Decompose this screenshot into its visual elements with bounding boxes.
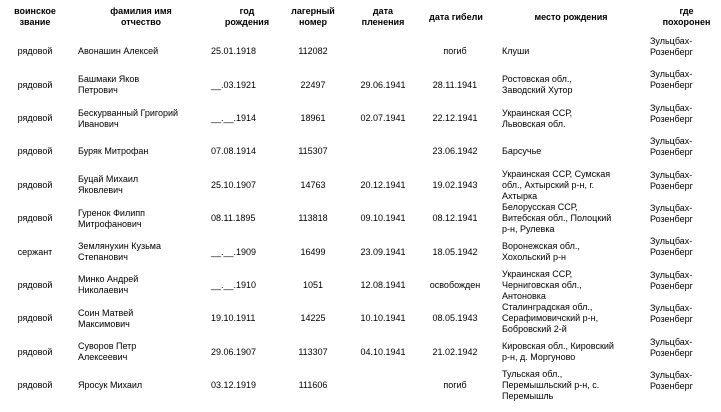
rank-cell: рядовой xyxy=(17,46,53,56)
death-date-cell: 28.11.1941 xyxy=(432,80,478,90)
burial-place-cell: Зульцбах- Розенберг xyxy=(650,270,693,291)
capture-date-cell: 02.07.1941 xyxy=(360,113,406,123)
birthplace-cell: Кировская обл., Кировский р-н, д. Моргуново xyxy=(502,341,614,362)
birthplace-cell: Тульская обл., Перемышльский р-н, с. Перемышль xyxy=(502,369,600,401)
birth-date-cell: __.__.1909 xyxy=(211,247,257,257)
birthplace-cell: Украинская ССР, Сумская обл., Ахтырский р-н, г. Ахтырка xyxy=(502,169,611,201)
rank-cell: рядовой xyxy=(17,313,53,323)
header-birthplace: место рождения xyxy=(534,12,608,22)
birth-date-cell: 19.10.1911 xyxy=(211,313,256,323)
header-full-name: фамилия имя отчество xyxy=(110,6,172,27)
capture-date-cell: 29.06.1941 xyxy=(360,80,406,90)
camp-number-cell: 1051 xyxy=(302,280,324,290)
rank-cell: рядовой xyxy=(17,280,53,290)
capture-date-cell: 20.12.1941 xyxy=(360,180,406,190)
full-name-cell: Землянухин Кузьма Степанович xyxy=(78,241,161,262)
rank-cell: рядовой xyxy=(17,213,53,223)
death-date-cell: 21.02.1942 xyxy=(432,347,478,357)
camp-number-cell: 112082 xyxy=(298,46,328,56)
birth-date-cell: 03.12.1919 xyxy=(211,380,257,390)
birthplace-cell: Украинская ССР, Львовская обл. xyxy=(502,108,573,129)
capture-date-cell: 04.10.1941 xyxy=(360,347,406,357)
full-name-cell: Минко Андрей Николаевич xyxy=(78,274,139,295)
header-capture-date: дата пленения xyxy=(361,6,405,27)
burial-place-cell: Зульцбах- Розенберг xyxy=(650,103,693,124)
header-camp-number: лагерный номер xyxy=(291,6,335,27)
birthplace-cell: Украинская ССР, Черниговская обл., Антоновка xyxy=(502,269,582,301)
full-name-cell: Буряк Митрофан xyxy=(78,146,149,156)
birthplace-cell: Воронежская обл., Хохольский р-н xyxy=(502,241,580,262)
death-date-cell: погиб xyxy=(443,380,467,390)
camp-number-cell: 18961 xyxy=(300,113,326,123)
camp-number-cell: 22497 xyxy=(300,80,326,90)
birth-date-cell: 29.06.1907 xyxy=(211,347,257,357)
death-date-cell: освобожден xyxy=(429,280,481,290)
capture-date-cell: 23.09.1941 xyxy=(360,247,406,257)
camp-number-cell: 115307 xyxy=(298,146,328,156)
birthplace-cell: Сталинградская обл., Серафимовичский р-н, Бобровский 2-й xyxy=(502,302,599,334)
burial-place-cell: Зульцбах- Розенберг xyxy=(650,337,693,358)
rank-cell: рядовой xyxy=(17,146,53,156)
header-rank: воинское звание xyxy=(14,6,56,27)
burial-place-cell: Зульцбах- Розенберг xyxy=(650,203,693,224)
rank-cell: рядовой xyxy=(17,380,53,390)
capture-date-cell: 12.08.1941 xyxy=(360,280,406,290)
rank-cell: рядовой xyxy=(17,347,53,357)
death-date-cell: 19.02.1943 xyxy=(432,180,478,190)
header-birth-date: год рождения xyxy=(224,6,270,27)
burial-place-cell: Зульцбах- Розенберг xyxy=(650,36,693,57)
header-burial-place: где похоронен xyxy=(662,6,711,27)
birthplace-cell: Ростовская обл., Заводский Хутор xyxy=(502,74,573,95)
camp-number-cell: 16499 xyxy=(300,247,326,257)
birthplace-cell: Белорусская ССР, Витебская обл., Полоцкий р-н, Рулевка xyxy=(502,202,612,234)
full-name-cell: Гуренок Филипп Митрофанович xyxy=(78,208,145,229)
full-name-cell: Суворов Петр Алексеевич xyxy=(78,341,137,362)
full-name-cell: Буцай Михаил Яковлевич xyxy=(78,174,139,195)
full-name-cell: Башмаки Яков Петрович xyxy=(78,74,140,95)
burial-place-cell: Зульцбах- Розенберг xyxy=(650,136,693,157)
birth-date-cell: 25.01.1918 xyxy=(211,46,257,56)
full-name-cell: Яросук Михаил xyxy=(78,380,143,390)
camp-number-cell: 113818 xyxy=(298,213,328,223)
burial-place-cell: Зульцбах- Розенберг xyxy=(650,170,693,191)
birth-date-cell: 07.08.1914 xyxy=(211,146,257,156)
birth-date-cell: __.__.1910 xyxy=(211,280,257,290)
birthplace-cell: Барсучье xyxy=(502,146,542,156)
birthplace-cell: Клуши xyxy=(502,46,530,56)
death-date-cell: 18.05.1942 xyxy=(432,247,478,257)
rank-cell: рядовой xyxy=(17,113,53,123)
burial-place-cell: Зульцбах- Розенберг xyxy=(650,370,693,391)
burial-place-cell: Зульцбах- Розенберг xyxy=(650,236,693,257)
birth-date-cell: __.__.1914 xyxy=(211,113,257,123)
full-name-cell: Авонашин Алексей xyxy=(78,46,159,56)
death-date-cell: погиб xyxy=(443,46,467,56)
birth-date-cell: 25.10.1907 xyxy=(211,180,257,190)
capture-date-cell: 10.10.1941 xyxy=(360,313,406,323)
capture-date-cell: 09.10.1941 xyxy=(360,213,406,223)
death-date-cell: 08.05.1943 xyxy=(432,313,478,323)
death-date-cell: 22.12.1941 xyxy=(432,113,478,123)
death-date-cell: 23.06.1942 xyxy=(432,146,478,156)
camp-number-cell: 14763 xyxy=(300,180,326,190)
rank-cell: рядовой xyxy=(17,180,53,190)
birth-date-cell: 08.11.1895 xyxy=(211,213,256,223)
full-name-cell: Соин Матвей Максимович xyxy=(78,308,134,329)
camp-number-cell: 111606 xyxy=(298,380,328,390)
death-date-cell: 08.12.1941 xyxy=(432,213,478,223)
camp-number-cell: 113307 xyxy=(298,347,328,357)
rank-cell: рядовой xyxy=(17,80,53,90)
birth-date-cell: __.03.1921 xyxy=(211,80,257,90)
burial-place-cell: Зульцбах- Розенберг xyxy=(650,303,693,324)
header-death-date: дата гибели xyxy=(429,12,483,22)
rank-cell: сержант xyxy=(17,247,53,257)
camp-number-cell: 14225 xyxy=(300,313,326,323)
burial-place-cell: Зульцбах- Розенберг xyxy=(650,69,693,90)
full-name-cell: Бескурванный Григорий Иванович xyxy=(78,108,179,129)
